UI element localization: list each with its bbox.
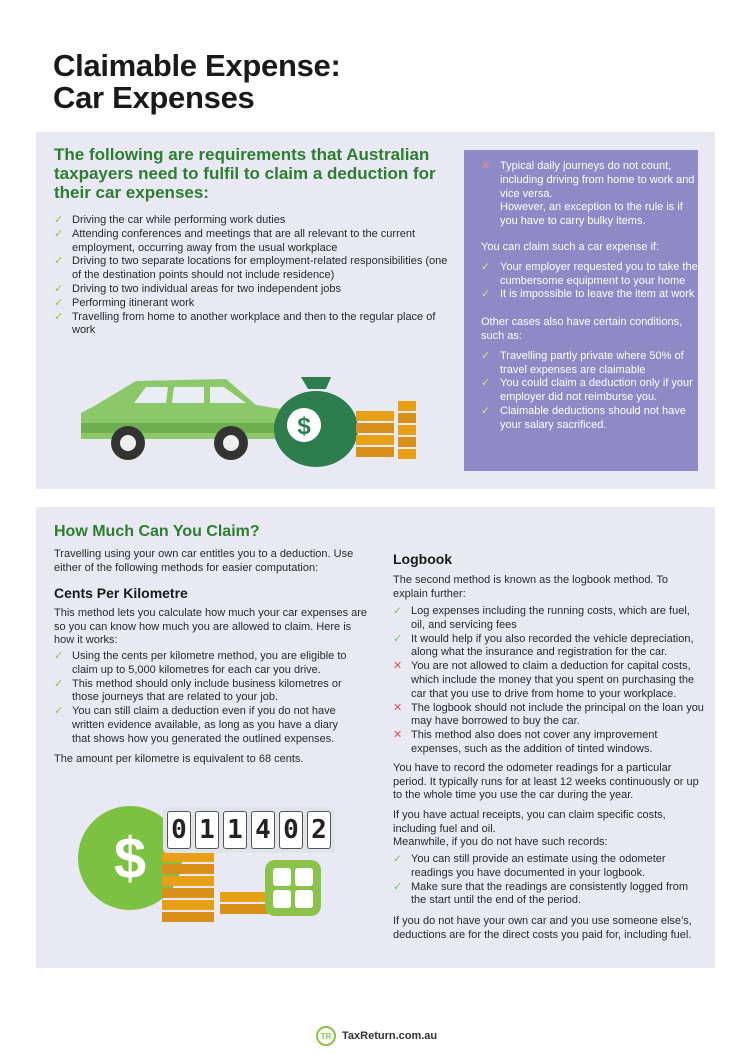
odometer-digit: 0 bbox=[279, 811, 303, 849]
car-money-illustration bbox=[76, 357, 416, 472]
cents-list bbox=[54, 650, 359, 747]
check-icon: ✓ bbox=[481, 377, 491, 390]
requirements-panel bbox=[36, 132, 715, 489]
list-item: ✓ This method should only include business kilometres or those journeys that are related to your job. bbox=[54, 677, 342, 704]
list-item: ✓ Travelling from home to another workplace and then to the regular place of work bbox=[54, 310, 436, 337]
check-icon: ✓ bbox=[54, 296, 64, 309]
claim-intro: Travelling using your own car entitles you to a deduction. Use either of the following methods for easier computation: bbox=[54, 548, 354, 574]
list-item: ✕ You are not allowed to claim a deduction for capital costs, which include the money that you spent on purchasing the car that you use to drive from home to your workplace. bbox=[393, 660, 695, 700]
check-icon: ✓ bbox=[54, 227, 64, 240]
other-conditions-intro: Other cases also have certain conditions, such as: bbox=[481, 316, 683, 342]
cents-intro: This method lets you calculate how much your car expenses are so you can know how much you are allowed to claim. Here is how it works: bbox=[54, 607, 368, 646]
list-item: ✓ Using the cents per kilometre method, you are eligible to claim up to 5,000 kilometres for each car you drive. bbox=[54, 650, 347, 676]
check-icon: ✓ bbox=[481, 288, 491, 301]
list-item: ✕ This method also does not cover any improvement expenses, such as the addition of tinted windows. bbox=[393, 729, 658, 755]
conditions-box bbox=[464, 150, 698, 471]
check-icon: ✓ bbox=[481, 260, 491, 273]
list-item: ✓ Performing itinerant work bbox=[54, 296, 195, 309]
check-icon: ✓ bbox=[481, 349, 491, 362]
money-bag-icon bbox=[274, 377, 358, 467]
check-icon: ✓ bbox=[481, 404, 491, 417]
cents-heading: Cents Per Kilometre bbox=[54, 585, 188, 601]
check-icon: ✓ bbox=[54, 282, 64, 295]
svg-text:$: $ bbox=[297, 413, 311, 440]
page-title-line1: Claimable Expense: bbox=[53, 48, 341, 83]
list-item: ✓ Attending conferences and meetings that are all relevant to the current employment, occurring away from the usual workplace bbox=[54, 227, 416, 254]
check-icon: ✓ bbox=[54, 705, 64, 718]
check-icon: ✓ bbox=[54, 310, 64, 323]
check-icon: ✓ bbox=[393, 880, 403, 893]
logbook-estimate-list bbox=[393, 853, 698, 908]
list-item: ✓ It is impossible to leave the item at work bbox=[481, 288, 695, 301]
cross-icon: ✕ bbox=[393, 729, 403, 742]
check-icon: ✓ bbox=[54, 677, 64, 690]
odometer-digit: 1 bbox=[195, 811, 219, 849]
odometer bbox=[163, 807, 335, 853]
claim-heading: How Much Can You Claim? bbox=[54, 523, 260, 540]
claim-conditions-intro: You can claim such a car expense if: bbox=[481, 240, 660, 253]
odometer-digit: 2 bbox=[307, 811, 331, 849]
list-item: ✓ You could claim a deduction only if your employer did not reimburse you. bbox=[481, 377, 693, 404]
site-name: TaxReturn.com.au bbox=[342, 1030, 438, 1042]
cross-icon: ✕ bbox=[481, 160, 491, 172]
cents-rate: The amount per kilometre is equivalent to 68 cents. bbox=[54, 753, 304, 765]
logbook-no-records-note: Meanwhile, if you do not have such records: bbox=[393, 836, 608, 848]
logbook-heading: Logbook bbox=[393, 551, 453, 567]
list-item: ✓ Log expenses including the running costs, which are fuel, oil, and servicing fees bbox=[393, 605, 690, 631]
list-item: ✓ You can still claim a deduction even if you do not have written evidence available, as long as you have a diary that shows how you generated the outlined expenses. bbox=[54, 705, 338, 745]
odometer-digit: 1 bbox=[223, 811, 247, 849]
logbook-intro: The second method is known as the logbook method. To explain further: bbox=[393, 574, 668, 600]
list-item: ✓ You can still provide an estimate using the odometer readings you have documented in your logbook. bbox=[393, 853, 666, 879]
list-item: ✓ It would help if you also recorded the vehicle depreciation, along what the insurance and registration for the car. bbox=[393, 632, 694, 659]
requirements-list bbox=[54, 214, 454, 338]
list-item: ✕ The logbook should not include the principal on the loan you may have borrowed to buy the car. bbox=[393, 701, 704, 728]
list-item: ✕ Typical daily journeys do not count, including driving from home to work and vice versa. However, an exception to the rule is if you have to carry bulky items. bbox=[481, 160, 695, 228]
list-item: ✓ Travelling partly private where 50% of travel expenses are claimable bbox=[481, 349, 684, 376]
calculator-icon bbox=[265, 860, 321, 916]
exception-list bbox=[464, 160, 698, 229]
list-item: ✓ Claimable deductions should not have your salary sacrificed. bbox=[481, 404, 686, 431]
odometer-digit: 4 bbox=[251, 811, 275, 849]
other-conditions-list bbox=[464, 350, 698, 433]
logbook-odometer-note: You have to record the odometer readings for a particular period. It typically runs for at least 12 weeks continuously or up to the whole time you use the car during the year. bbox=[393, 762, 699, 801]
car-icon bbox=[81, 379, 284, 460]
list-item: ✓ Driving the car while performing work duties bbox=[54, 214, 286, 226]
claim-conditions-list bbox=[464, 261, 698, 302]
cross-icon: ✕ bbox=[393, 701, 403, 714]
page-title bbox=[53, 50, 341, 114]
page-title-line2: Car Expenses bbox=[53, 80, 255, 115]
coin-stack-icon bbox=[356, 401, 416, 459]
check-icon: ✓ bbox=[54, 650, 64, 662]
check-icon: ✓ bbox=[393, 632, 403, 645]
check-icon: ✓ bbox=[393, 853, 403, 865]
logbook-list bbox=[393, 605, 705, 757]
logbook-receipts-note: If you have actual receipts, you can claim specific costs, including fuel and oil. bbox=[393, 809, 666, 835]
list-item: ✓ Make sure that the readings are consistently logged from the start until the end of the period. bbox=[393, 880, 688, 907]
check-icon: ✓ bbox=[54, 255, 64, 268]
footer bbox=[316, 1024, 437, 1048]
list-item: ✓ Driving to two individual areas for two independent jobs bbox=[54, 282, 342, 295]
list-item: ✓ Driving to two separate locations for employment-related responsibilities (one of the destination points should not include residence) bbox=[54, 255, 448, 282]
svg-text:$: $ bbox=[113, 826, 147, 891]
list-item: ✓ Your employer requested you to take the cumbersome equipment to your home bbox=[481, 260, 698, 287]
check-icon: ✓ bbox=[393, 605, 403, 617]
logo-icon: TR bbox=[316, 1026, 336, 1046]
requirements-heading: The following are requirements that Australian taxpayers need to fulfil to claim a deduction for their car expenses: bbox=[54, 145, 436, 202]
check-icon: ✓ bbox=[54, 214, 64, 226]
odometer-digit: 0 bbox=[167, 811, 191, 849]
cross-icon: ✕ bbox=[393, 660, 403, 673]
logbook-other-car-note: If you do not have your own car and you use someone else’s, deductions are for the direct costs you paid for, including fuel. bbox=[393, 915, 692, 941]
